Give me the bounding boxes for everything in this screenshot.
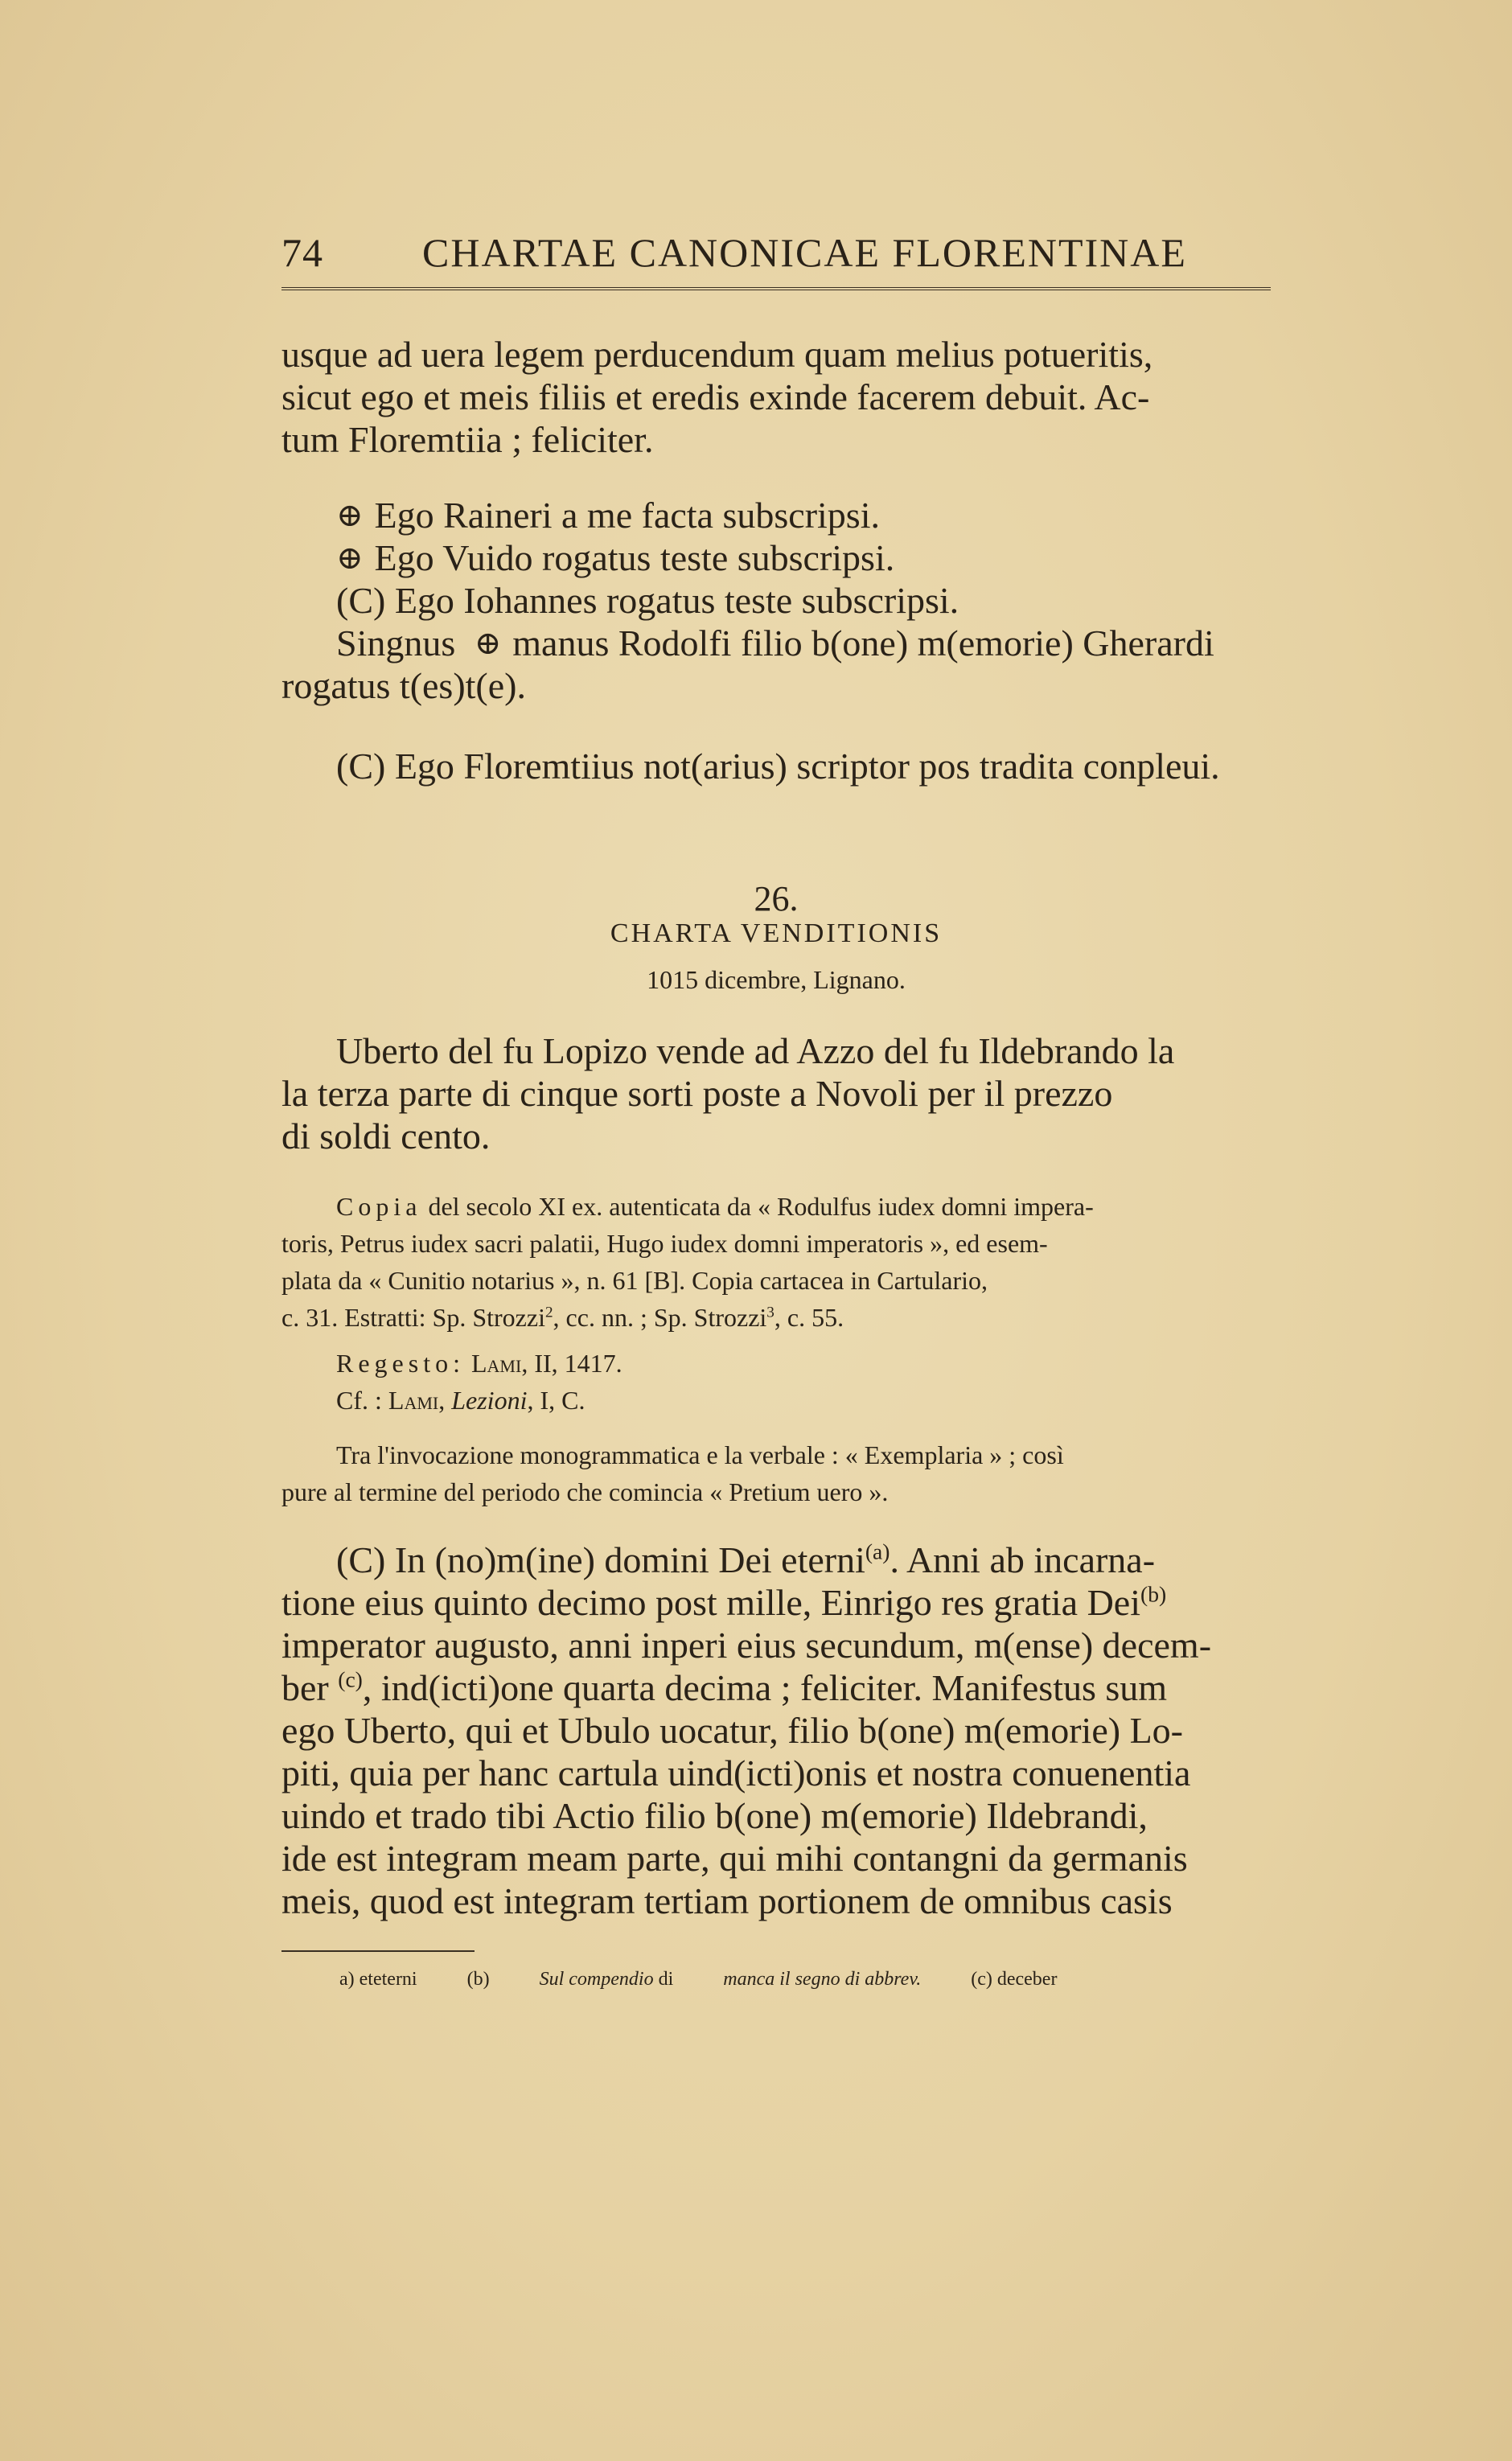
- charter-line: ide est integram meam parte, qui mihi contangni da germanis: [281, 1838, 1188, 1879]
- text-line: tum Floremtiia ; feliciter.: [281, 419, 654, 460]
- subscriptions: [281, 494, 1271, 707]
- footnote-c: (c) deceber: [971, 1969, 1058, 1990]
- charter-line: meis, quod est integram tertiam portionem de omnibus casis: [281, 1880, 1173, 1921]
- cross-icon: ⊕: [336, 540, 364, 576]
- footnote-ref: (b): [1140, 1581, 1167, 1607]
- charter-text-part: ber: [281, 1667, 329, 1708]
- header-rule: [281, 287, 1271, 290]
- subscription-line: [281, 494, 1271, 536]
- author: Lami: [388, 1386, 439, 1415]
- footnotes: [339, 1969, 1272, 1991]
- tradition-line: [281, 1188, 1271, 1225]
- page-number: 74: [281, 230, 323, 275]
- tradition-text: , c. 55.: [774, 1303, 844, 1332]
- footnote-ref: (a): [865, 1539, 890, 1564]
- charter-text: [281, 1539, 1271, 1922]
- copia-label: Copia: [336, 1192, 422, 1221]
- regesto-line: [281, 1345, 1271, 1382]
- cf-label: Cf. :: [336, 1386, 382, 1415]
- cross-icon: ⊕: [336, 497, 364, 533]
- notary-subscription: [281, 745, 1271, 787]
- subscription-line: [281, 536, 1271, 579]
- work-title: Lezioni: [451, 1386, 528, 1415]
- tradition-text: c. 31. Estratti: Sp. Strozzi: [281, 1303, 545, 1332]
- note-line: Tra l'invocazione monogrammatica e la verbale : « Exemplaria » ; così: [336, 1440, 1064, 1469]
- tradition: [281, 1188, 1271, 1336]
- footnote-italic: manca il segno di abbrev.: [723, 1969, 922, 1990]
- previous-text: [281, 333, 1271, 461]
- reference: , I, C.: [527, 1386, 585, 1415]
- footnote-label: (b): [466, 1969, 490, 1990]
- charter-text-part: (C) In (no)m(ine) domini Dei eterni: [336, 1539, 865, 1580]
- running-title: CHARTAE CANONICAE FLORENTINAE: [422, 230, 1187, 275]
- summary-line: Uberto del fu Lopizo vende ad Azzo del fu Ildebrando la: [336, 1030, 1175, 1071]
- subscription-line: [281, 622, 1271, 664]
- charter-line: [281, 1539, 1271, 1581]
- subscription-text: Ego Vuido rogatus teste subscripsi.: [374, 537, 895, 578]
- subscription-line: rogatus t(es)t(e).: [281, 665, 526, 706]
- charter-line: [281, 1666, 1271, 1709]
- reference: , II, 1417.: [521, 1349, 622, 1378]
- subscription-text: Singnus: [336, 622, 456, 664]
- charter-line: imperator augusto, anni inperi eius secundum, m(ense) decem-: [281, 1625, 1212, 1666]
- charter-text-part: . Anni ab incarna-: [890, 1539, 1156, 1580]
- subscription-text: Ego Raineri a me facta subscripsi.: [374, 495, 880, 536]
- bibliography: [281, 1345, 1271, 1419]
- summary-line: la terza parte di cinque sorti poste a Novoli per il prezzo: [281, 1073, 1113, 1114]
- footnote-ref: (c): [338, 1666, 363, 1692]
- charter-text-part: , ind(icti)one quarta decima ; feliciter. Manifestus sum: [362, 1667, 1168, 1708]
- text-line: sicut ego et meis filiis et eredis exinde facerem debuit. Ac-: [281, 376, 1150, 417]
- editorial-note: [281, 1436, 1271, 1510]
- document-number: 26.: [754, 879, 799, 918]
- footnote-rule: [281, 1950, 475, 1952]
- subscription-line: (C) Ego Iohannes rogatus teste subscripsi.: [336, 580, 959, 621]
- document-title: CHARTA VENDITIONIS: [610, 918, 943, 948]
- footnote-b: [467, 1969, 922, 1990]
- tradition-line: [281, 1299, 1271, 1336]
- page-header: [281, 229, 1271, 294]
- document-summary: [281, 1029, 1271, 1157]
- footnote-ref: 3: [766, 1304, 774, 1321]
- footnote-text: di: [658, 1969, 674, 1990]
- cross-icon: ⊕: [474, 625, 502, 661]
- footnote-ref: 2: [544, 1304, 553, 1321]
- charter-text-part: tione eius quinto decimo post mille, Einrigo res gratia Dei: [281, 1582, 1140, 1623]
- subscription-line: (C) Ego Floremtiius not(arius) scriptor pos tradita conpleui.: [336, 746, 1220, 787]
- summary-line: di soldi cento.: [281, 1115, 491, 1157]
- charter-line: uindo et trado tibi Actio filio b(one) m(emorie) Ildebrandi,: [281, 1795, 1148, 1836]
- author: Lami: [470, 1349, 522, 1378]
- charter-line: [281, 1581, 1271, 1624]
- document-date: 1015 dicembre, Lignano.: [647, 965, 906, 994]
- text-line: usque ad uera legem perducendum quam melius potueritis,: [281, 334, 1153, 375]
- footnote-italic: Sul compendio: [539, 1969, 654, 1990]
- charter-line: ego Uberto, qui et Ubulo uocatur, filio b(one) m(emorie) Lo-: [281, 1710, 1183, 1751]
- tradition-line: plata da « Cunitio notarius », n. 61 [B]. Copia cartacea in Cartulario,: [281, 1266, 988, 1295]
- regesto-label: Regesto:: [336, 1349, 465, 1378]
- note-line: pure al termine del periodo che comincia « Pretium uero ».: [281, 1477, 889, 1506]
- subscription-text: manus Rodolfi filio b(one) m(emorie) Gherardi: [512, 622, 1214, 664]
- tradition-text: del secolo XI ex. autenticata da « Rodulfus iudex domni impera-: [428, 1192, 1094, 1221]
- tradition-text: , cc. nn. ; Sp. Strozzi: [553, 1303, 767, 1332]
- cf-line: Cf. : Lami, Lezioni, I, C.: [336, 1386, 585, 1415]
- footnote-a: a) eteterni: [339, 1969, 417, 1990]
- charter-line: piti, quia per hanc cartula uind(icti)onis et nostra conuenentia: [281, 1752, 1191, 1793]
- tradition-line: toris, Petrus iudex sacri palatii, Hugo iudex domni imperatoris », ed esem-: [281, 1229, 1048, 1258]
